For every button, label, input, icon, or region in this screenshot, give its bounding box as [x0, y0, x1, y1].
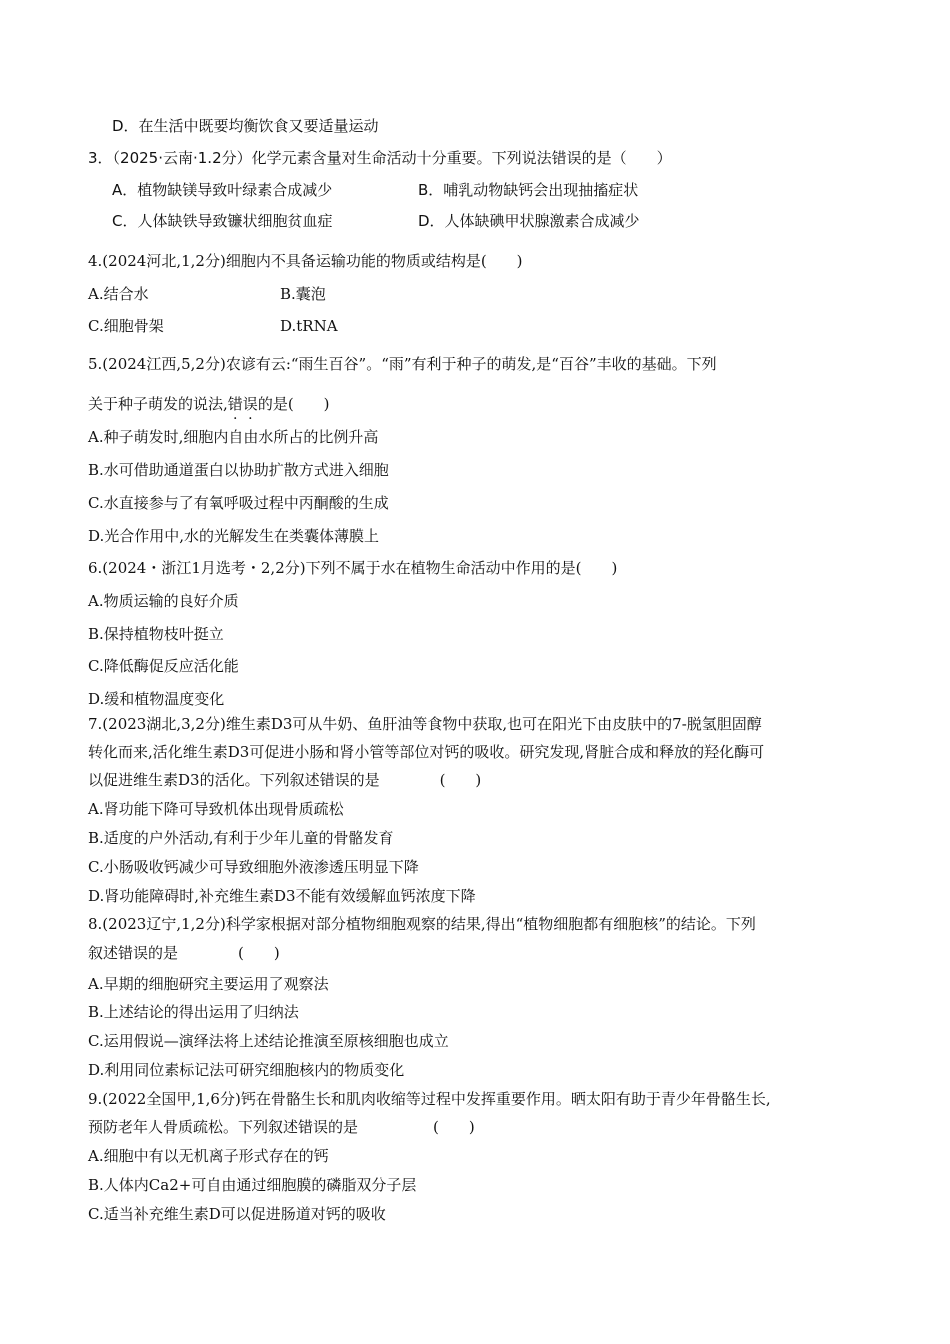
q8-option-c: C.运用假说—演绎法将上述结论推演至原核细胞也成立	[88, 1032, 449, 1050]
q9-option-b: B.人体内Ca2+可自由通过细胞膜的磷脂双分子层	[88, 1176, 417, 1194]
q5-option-b: B.水可借助通道蛋白以协助扩散方式进入细胞	[88, 461, 389, 479]
q7-option-c: C.小肠吸收钙减少可导致细胞外液渗透压明显下降	[88, 858, 419, 876]
q6-option-c: C.降低酶促反应活化能	[88, 657, 239, 675]
q7-option-d: D.肾功能障碍时,补充维生素D3不能有效缓解血钙浓度下降	[88, 887, 476, 905]
q8-option-a: A.早期的细胞研究主要运用了观察法	[88, 975, 329, 993]
q4-option-b: B.囊泡	[280, 285, 326, 303]
q6-option-d: D.缓和植物温度变化	[88, 690, 225, 708]
q5-stem-pre: 关于种子萌发的说法,	[88, 395, 228, 413]
q4-option-a: A.结合水	[88, 285, 149, 303]
q5-option-d: D.光合作用中,水的光解发生在类囊体薄膜上	[88, 527, 380, 545]
q6-option-a: A.物质运输的良好介质	[88, 592, 239, 610]
q8-stem-line-1: 8.(2023辽宁,1,2分)科学家根据对部分植物细胞观察的结果,得出“植物细胞都有细胞核”的结论。下列	[88, 915, 756, 933]
q2-option-d: D．在生活中既要均衡饮食又要适量运动	[112, 117, 379, 135]
q3-option-a: A．植物缺镁导致叶绿素合成减少	[112, 181, 333, 199]
q7-stem-line-2: 转化而来,活化维生素D3可促进小肠和肾小管等部位对钙的吸收。研究发现,肾脏合成和释放的羟化酶可	[88, 743, 765, 761]
q3-option-c: C．人体缺铁导致镰状细胞贫血症	[112, 212, 333, 230]
q7-stem-line-1: 7.(2023湖北,3,2分)维生素D3可从牛奶、鱼肝油等食物中获取,也可在阳光下由皮肤中的7-脱氢胆固醇	[88, 715, 762, 733]
q3-option-b: B．哺乳动物缺钙会出现抽搐症状	[418, 181, 639, 199]
q5-option-c: C.水直接参与了有氧呼吸过程中丙酮酸的生成	[88, 494, 389, 512]
q5-stem-post: 的是( )	[257, 395, 330, 413]
q7-option-b: B.适度的户外活动,有利于少年儿童的骨骼发育	[88, 829, 394, 847]
q5-emphasis-char-1: 错	[227, 395, 243, 413]
q9-stem-line-1: 9.(2022全国甲,1,6分)钙在骨骼生长和肌肉收缩等过程中发挥重要作用。晒太阳有助于青少年骨骼生长,	[88, 1090, 771, 1108]
q5-emphasis-char-2: 误	[242, 395, 258, 413]
q7-option-a: A.肾功能下降可导致机体出现骨质疏松	[88, 800, 344, 818]
q9-option-c: C.适当补充维生素D可以促进肠道对钙的吸收	[88, 1205, 386, 1223]
q9-stem-line-2: 预防老年人骨质疏松。下列叙述错误的是 ( )	[88, 1118, 475, 1136]
q6-stem: 6.(2024・浙江1月选考・2,2分)下列不属于水在植物生命活动中作用的是( )	[88, 559, 618, 577]
q5-option-a: A.种子萌发时,细胞内自由水所占的比例升高	[88, 428, 379, 446]
q8-option-d: D.利用同位素标记法可研究细胞核内的物质变化	[88, 1061, 405, 1079]
q6-option-b: B.保持植物枝叶挺立	[88, 625, 224, 643]
q3-option-d: D．人体缺碘甲状腺激素合成减少	[418, 212, 640, 230]
q4-option-d: D.tRNA	[280, 317, 338, 335]
q5-stem-line-1: 5.(2024江西,5,2分)农谚有云:“雨生百谷”。“雨”有利于种子的萌发,是“百谷”丰收的基础。下列	[88, 355, 717, 373]
q8-stem-line-2: 叙述错误的是 ( )	[88, 944, 280, 962]
q5-stem-line-2	[88, 394, 330, 414]
q4-stem: 4.(2024河北,1,2分)细胞内不具备运输功能的物质或结构是( )	[88, 252, 523, 270]
q4-option-c: C.细胞骨架	[88, 317, 164, 335]
q7-stem-line-3: 以促进维生素D3的活化。下列叙述错误的是 ( )	[88, 771, 482, 789]
q8-option-b: B.上述结论的得出运用了归纳法	[88, 1003, 299, 1021]
q3-stem: 3．（2025·云南·1.2分）化学元素含量对生命活动十分重要。下列说法错误的是（ ）	[88, 149, 672, 167]
q9-option-a: A.细胞中有以无机离子形式存在的钙	[88, 1147, 329, 1165]
